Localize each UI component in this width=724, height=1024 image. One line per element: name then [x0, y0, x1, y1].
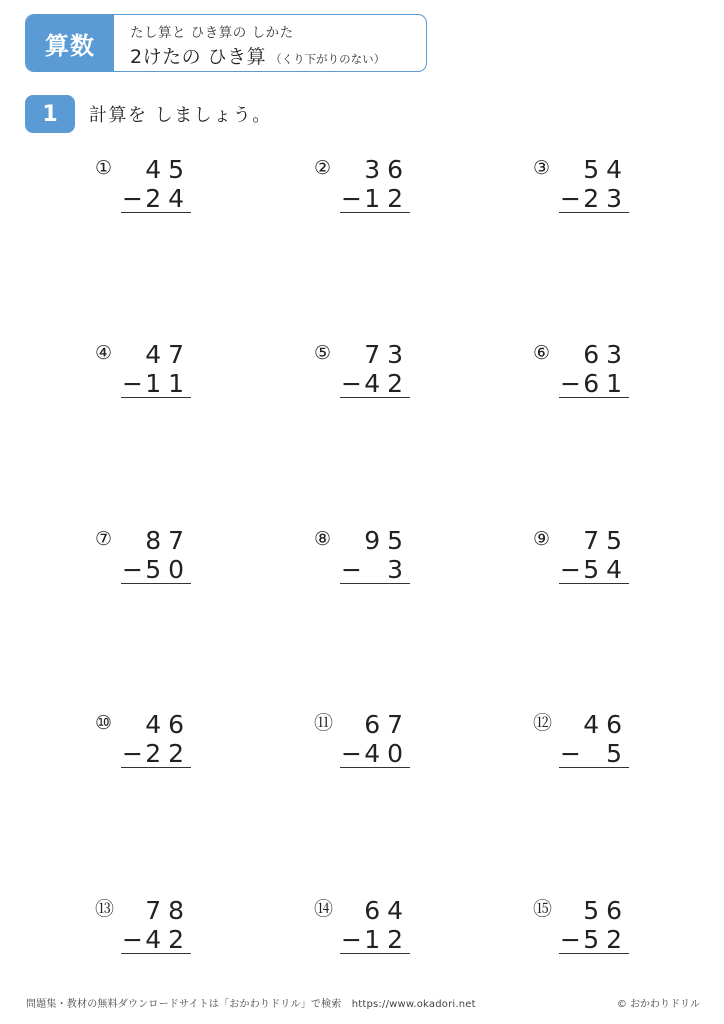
problem-number: ⑤ — [314, 342, 332, 364]
minuend: 46 — [583, 710, 629, 739]
page-title: 2けたの ひき算 — [130, 46, 267, 68]
problem-number: ⑨ — [533, 528, 551, 550]
answer-line — [340, 397, 410, 398]
minus-sign: − — [122, 925, 143, 954]
problem-number: ④ — [95, 342, 113, 364]
subtrahend: 42 — [364, 369, 410, 398]
problem-11 — [314, 712, 424, 782]
minus-sign: − — [122, 184, 143, 213]
answer-line — [121, 767, 191, 768]
answer-line — [559, 397, 629, 398]
minuend: 47 — [145, 340, 191, 369]
minus-sign: − — [341, 925, 362, 954]
answer-line — [121, 583, 191, 584]
answer-line — [340, 953, 410, 954]
problem-number: ⑫ — [533, 712, 553, 734]
subtrahend: 54 — [583, 555, 629, 584]
minuend: 45 — [145, 155, 191, 184]
subject-label: 算数 — [26, 15, 114, 71]
problem-15 — [533, 898, 643, 968]
minuend: 46 — [145, 710, 191, 739]
minus-sign: − — [341, 369, 362, 398]
problem-3 — [533, 157, 643, 227]
problem-number: ⑬ — [95, 898, 115, 920]
instruction-text: 計算を しましょう。 — [89, 105, 272, 126]
minuend: 56 — [583, 896, 629, 925]
minus-sign: − — [560, 555, 581, 584]
minuend: 64 — [364, 896, 410, 925]
problem-5 — [314, 342, 424, 412]
minus-sign: − — [560, 184, 581, 213]
subtrahend: 61 — [583, 369, 629, 398]
problem-number: ⑥ — [533, 342, 551, 364]
minus-sign: − — [341, 184, 362, 213]
problem-12 — [533, 712, 643, 782]
header-subtitle: たし算と ひき算の しかた — [130, 25, 294, 41]
problem-number: ⑩ — [95, 712, 113, 734]
subtrahend: 22 — [145, 739, 191, 768]
minus-sign: − — [122, 369, 143, 398]
answer-line — [340, 767, 410, 768]
title-note: （くり下がりのない） — [270, 52, 386, 66]
subtrahend: 50 — [145, 555, 191, 584]
footer-site-info: 問題集・教材の無料ダウンロードサイトは「おかわりドリル」で検索 https://www.okadori.net — [26, 999, 476, 1010]
answer-line — [121, 212, 191, 213]
answer-line — [559, 212, 629, 213]
subtrahend: 24 — [145, 184, 191, 213]
minus-sign: − — [341, 739, 362, 768]
minus-sign: − — [122, 739, 143, 768]
problem-number: ⑪ — [314, 712, 334, 734]
problem-13 — [95, 898, 205, 968]
problem-number: ⑭ — [314, 898, 334, 920]
minuend: 67 — [364, 710, 410, 739]
subtrahend: 40 — [364, 739, 410, 768]
answer-line — [121, 397, 191, 398]
answer-line — [559, 953, 629, 954]
answer-line — [340, 212, 410, 213]
answer-line — [559, 583, 629, 584]
problem-4 — [95, 342, 205, 412]
minus-sign: − — [341, 555, 362, 584]
subtrahend: 42 — [145, 925, 191, 954]
minuend: 63 — [583, 340, 629, 369]
footer-copyright: © おかわりドリル — [616, 999, 700, 1010]
minuend: 75 — [583, 526, 629, 555]
problem-number: ⑧ — [314, 528, 332, 550]
subtrahend: 52 — [583, 925, 629, 954]
minus-sign: − — [560, 369, 581, 398]
problem-8 — [314, 528, 424, 598]
problem-number: ① — [95, 157, 113, 179]
problem-number: ⑮ — [533, 898, 553, 920]
problem-6 — [533, 342, 643, 412]
answer-line — [340, 583, 410, 584]
problem-9 — [533, 528, 643, 598]
problem-number: ② — [314, 157, 332, 179]
minuend: 78 — [145, 896, 191, 925]
minuend: 87 — [145, 526, 191, 555]
answer-line — [121, 953, 191, 954]
minuend: 54 — [583, 155, 629, 184]
minus-sign: − — [122, 555, 143, 584]
subtrahend: 12 — [364, 925, 410, 954]
minuend: 36 — [364, 155, 410, 184]
minuend: 73 — [364, 340, 410, 369]
problem-10 — [95, 712, 205, 782]
subtrahend: 23 — [583, 184, 629, 213]
subtrahend: 12 — [364, 184, 410, 213]
problem-number: ③ — [533, 157, 551, 179]
problem-number: ⑦ — [95, 528, 113, 550]
problem-2 — [314, 157, 424, 227]
subtrahend: 11 — [145, 369, 191, 398]
minus-sign: − — [560, 739, 581, 768]
subtrahend: 5 — [606, 739, 629, 768]
question-number-badge: 1 — [25, 95, 75, 133]
minus-sign: − — [560, 925, 581, 954]
problem-7 — [95, 528, 205, 598]
problem-14 — [314, 898, 424, 968]
minuend: 95 — [364, 526, 410, 555]
subtrahend: 3 — [387, 555, 410, 584]
problem-1 — [95, 157, 205, 227]
answer-line — [559, 767, 629, 768]
